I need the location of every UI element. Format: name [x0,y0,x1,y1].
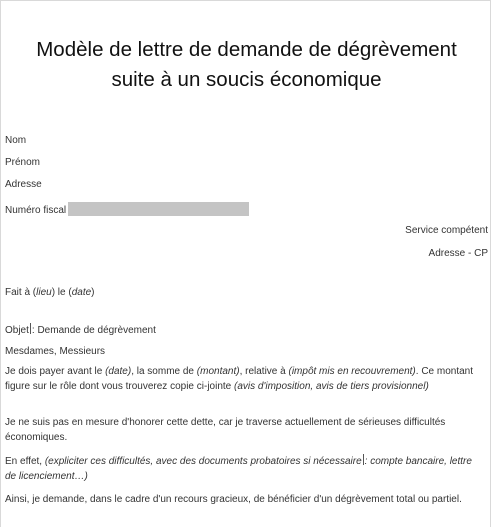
field-prenom[interactable]: Prénom [5,157,41,168]
redacted-block [68,202,249,216]
document-title [1,35,491,95]
recipient-address[interactable]: Adresse - CP [428,248,488,259]
field-numero-fiscal[interactable]: Numéro fiscal [5,205,67,216]
greeting[interactable]: Mesdames, Messieurs [5,346,106,357]
title-line-2: suite à un soucis économique [111,68,382,91]
paragraph-3[interactable]: En effet, (expliciter ces difficultés, avec des documents probatoires si nécessaire : compte bancaire, lettre de licenciement…) [5,456,472,482]
field-nom[interactable]: Nom [5,135,27,146]
objet-line[interactable] [5,323,156,337]
paragraph-1[interactable]: Je dois payer avant le (date), la somme de (montant), relative à (impôt mis en recouvrement). Ce montant figure sur le rôle dont vous trouverez copie ci-jointe (avis d'imposition, avis de tiers provisionnel) [5,366,474,392]
text-cursor [30,323,31,334]
placeholder-date: date [71,287,92,298]
text-cursor-2 [363,454,364,465]
paragraph-2[interactable]: Je ne suis pas en mesure d'honorer cette dette, car je traverse actuellement de sérieuses difficultés économiques. [5,417,446,443]
field-numero-fiscal-row [5,202,249,217]
objet-label: Objet [5,325,29,336]
placeholder-lieu: lieu [36,287,52,298]
paragraph-4[interactable]: Ainsi, je demande, dans le cadre d'un recours gracieux, de bénéficier d'un dégrèvement total ou partiel. [5,494,462,505]
objet-text: : Demande de dégrèvement [31,325,156,336]
field-adresse[interactable]: Adresse [5,179,42,190]
recipient-service[interactable]: Service compétent [405,225,488,236]
place-date-line[interactable]: Fait à (lieu) le (date) [5,287,95,298]
title-line-1: Modèle de lettre de demande de dégrèvement [36,38,457,61]
